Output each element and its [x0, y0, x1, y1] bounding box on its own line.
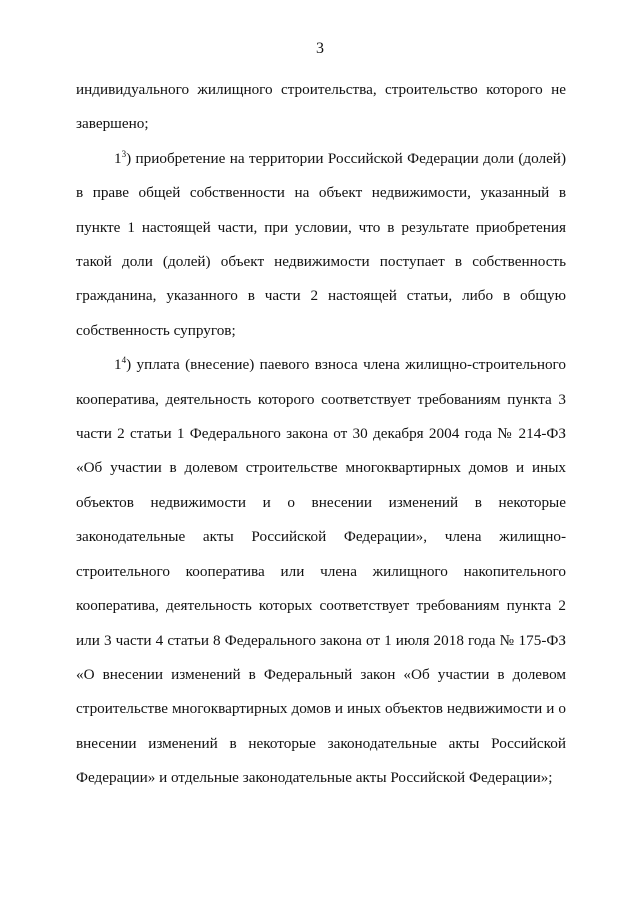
- paragraph-item-1-4: [76, 348, 566, 795]
- item-number: 1: [114, 149, 122, 167]
- item-number-suffix: ): [126, 149, 132, 167]
- item-number: 1: [114, 356, 122, 374]
- paragraph-text: приобретение на территории Российской Федерации доли (долей) в праве общей собственности на объект недвижимости, указанный в пункте 1 настоящей части, при условии, что в результате приобретения такой доли (долей) объект недвижимости поступает в собственность гражданина, указанного в части 2 настоящей статьи, либо в общую собственность супругов;: [76, 149, 566, 339]
- item-number-superscript: 4: [121, 355, 127, 366]
- item-number-suffix: ): [126, 356, 132, 374]
- body-text: [76, 73, 566, 796]
- page-number: 3: [316, 40, 324, 57]
- paragraph-text: индивидуального жилищного строительства, строительство которого не завершено;: [76, 81, 566, 133]
- paragraph-continuation: [76, 73, 566, 142]
- paragraph-item-1-3: [76, 142, 566, 348]
- paragraph-text: уплата (внесение) паевого взноса члена жилищно-строительного кооператива, деятельность которого соответствует требованиям пункта 3 части 2 статьи 1 Федерального закона от 30 декабря 2004 года № 214-ФЗ «Об участии в долевом строительстве многоквартирных домов и иных объектов недвижимости и о внесении изменений в некоторые законодательные акты Российской Федерации», члена жилищно-строительного кооператива или члена жилищного накопительного кооператива, деятельность которых соответствует требованиям пункта 2 или 3 части 4 статьи 8 Федерального закона от 1 июля 2018 года № 175-ФЗ «О внесении изменений в Федеральный закон «Об участии в долевом строительстве многоквартирных домов и иных объектов недвижимости и о внесении изменений в некоторые законодательные акты Российской Федерации» и отдельные законодательные акты Российской Федерации»;: [76, 356, 566, 787]
- item-number-superscript: 3: [121, 148, 127, 159]
